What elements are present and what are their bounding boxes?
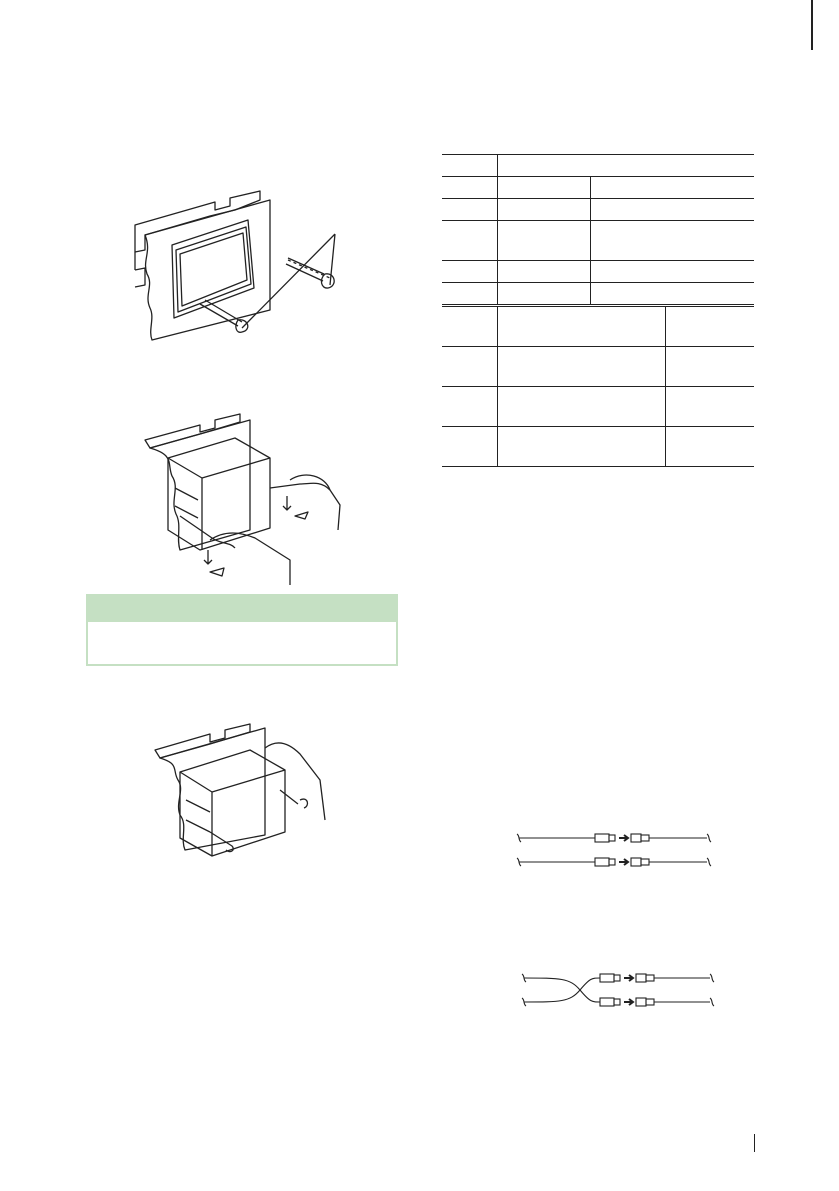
table-cell (666, 387, 755, 427)
table-cell (442, 177, 498, 199)
note-title (88, 596, 396, 622)
table-cell (442, 427, 498, 467)
page-edge-marker (811, 0, 813, 50)
table-cell (498, 427, 666, 467)
table-cell (591, 261, 755, 283)
table-row (442, 177, 754, 199)
table-row (442, 387, 754, 427)
table-cell (666, 347, 755, 387)
table-cell (442, 155, 498, 177)
table-row (442, 221, 754, 261)
table-cell (442, 199, 498, 221)
note-box (86, 594, 398, 666)
table-row (442, 155, 754, 177)
spec-table-lower (442, 306, 754, 467)
table-cell (666, 307, 755, 347)
note-text (88, 622, 396, 634)
table-cell (498, 221, 591, 261)
table-cell (498, 307, 666, 347)
table-cell (666, 427, 755, 467)
spec-table (442, 154, 754, 305)
table-cell (442, 261, 498, 283)
table-cell (442, 221, 498, 261)
table-cell (442, 387, 498, 427)
table-cell (591, 177, 755, 199)
table-cell (498, 155, 755, 177)
fig-split-connector (520, 968, 720, 1014)
fig-remove-unit (150, 720, 330, 860)
table-row (442, 199, 754, 221)
table-cell (442, 347, 498, 387)
table-cell (498, 261, 591, 283)
fig-pull-unit-out (140, 410, 350, 585)
fig-extraction-keys-insert (130, 190, 345, 350)
table-row (442, 261, 754, 283)
table-cell (498, 283, 591, 305)
table-row (442, 427, 754, 467)
table-cell (442, 307, 498, 347)
page-number-divider (754, 1134, 755, 1152)
table-cell (498, 177, 591, 199)
table-cell (591, 283, 755, 305)
table-cell (498, 199, 591, 221)
table-cell (591, 221, 755, 261)
table-row (442, 347, 754, 387)
table-row (442, 307, 754, 347)
table-cell (591, 199, 755, 221)
table-cell (498, 347, 666, 387)
fig-connector-pair (515, 828, 715, 874)
table-cell (498, 387, 666, 427)
table-cell (442, 283, 498, 305)
table-row (442, 283, 754, 305)
